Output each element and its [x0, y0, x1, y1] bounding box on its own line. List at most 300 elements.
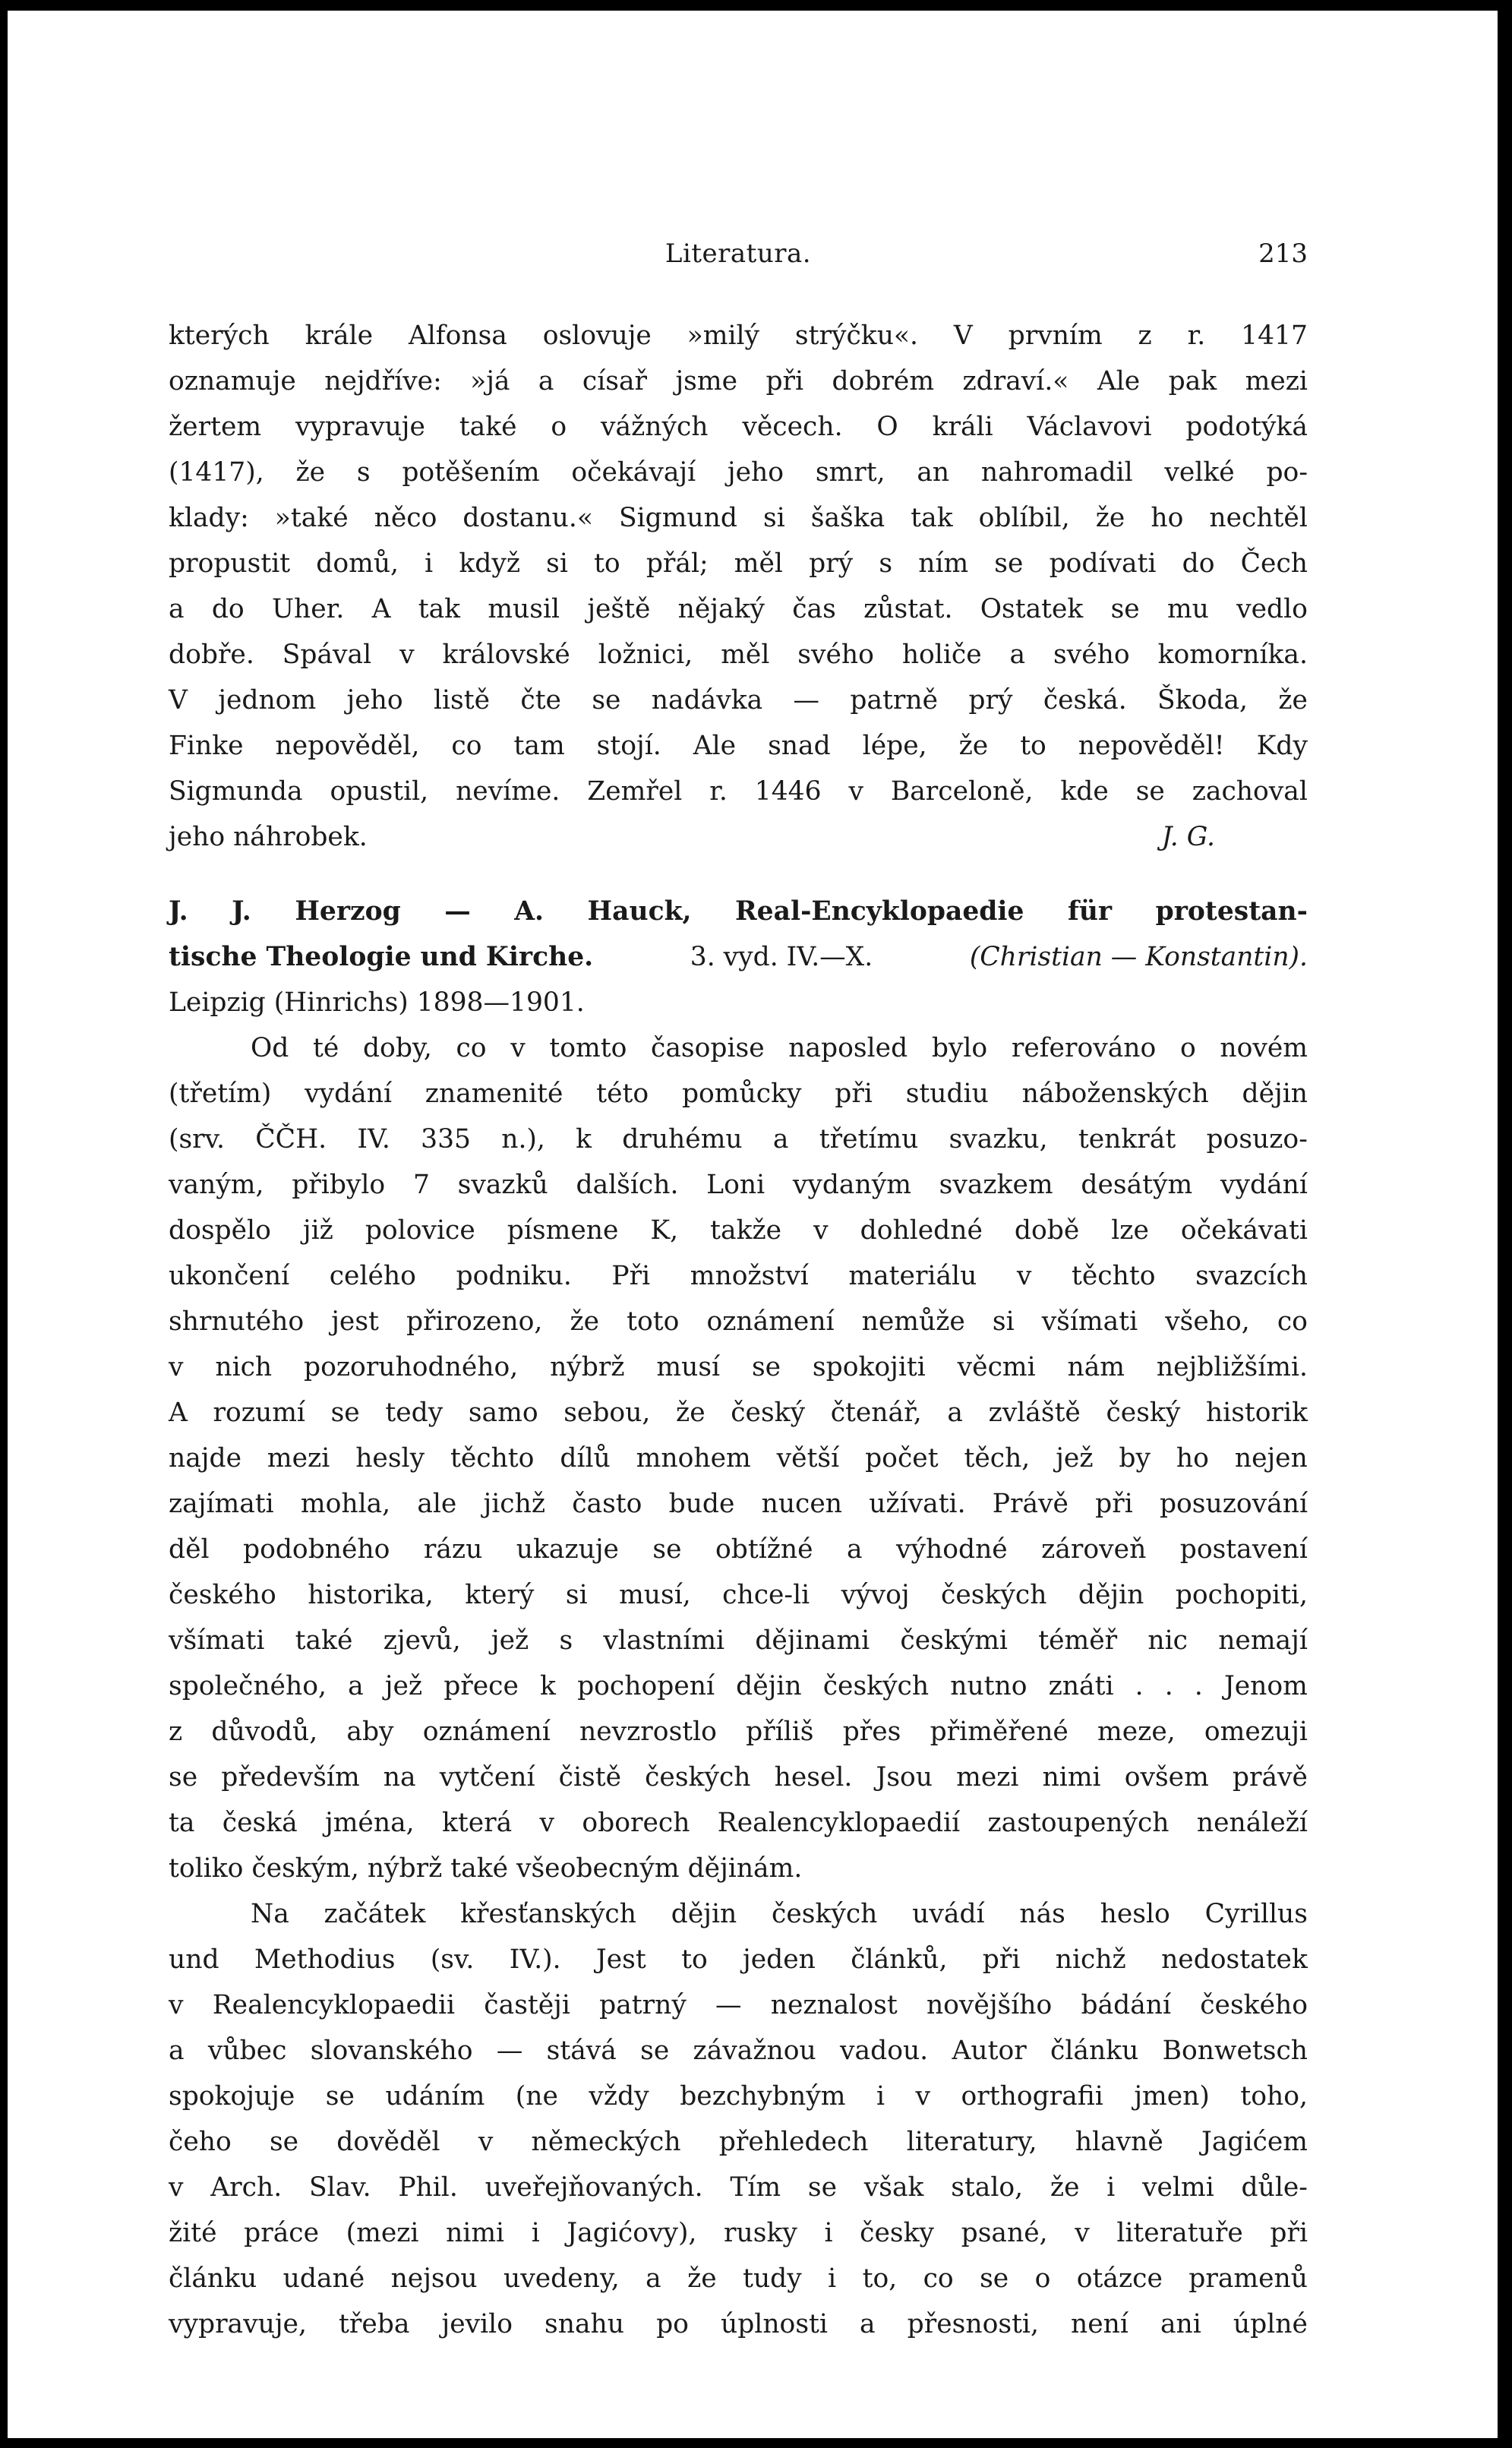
- heading-edition: 3. vyd. IV.—X.: [690, 942, 873, 972]
- word: patrně: [850, 685, 939, 715]
- word: a: [538, 366, 554, 396]
- word: čtenář,: [830, 1398, 922, 1428]
- word: přibylo: [292, 1170, 386, 1200]
- word: žité: [169, 2218, 217, 2248]
- word: klady:: [169, 503, 249, 533]
- word: Václavovi: [1027, 412, 1152, 442]
- word: že: [1050, 2172, 1080, 2203]
- word: dověděl: [336, 2127, 440, 2157]
- text-line: [169, 1527, 1308, 1572]
- word: spokojuje: [169, 2081, 295, 2112]
- word: co: [1277, 1306, 1308, 1337]
- word: se: [1135, 776, 1165, 807]
- text-line: [169, 1436, 1308, 1481]
- word: množství: [690, 1261, 809, 1291]
- word: se: [169, 1762, 198, 1793]
- word: nenáleží: [1196, 1808, 1308, 1838]
- word: an: [917, 457, 950, 488]
- word: ho: [1176, 1443, 1209, 1474]
- word: Na: [251, 1899, 289, 1929]
- text-line: [169, 1208, 1308, 1253]
- word: důle-: [1241, 2172, 1308, 2203]
- running-title: Literatura.: [664, 238, 812, 269]
- word: Phil.: [398, 2172, 458, 2203]
- word: českých: [941, 1580, 1047, 1610]
- word: smrt,: [815, 457, 885, 488]
- word: to: [1020, 731, 1046, 761]
- word: ním: [918, 548, 969, 579]
- word: dějin: [671, 1899, 737, 1929]
- word: rozumí: [213, 1398, 305, 1428]
- word: o: [1034, 2263, 1051, 2294]
- word: bádání: [1081, 1990, 1172, 2020]
- word: svazku,: [949, 1124, 1048, 1155]
- word: sebou,: [563, 1398, 651, 1428]
- word: slovanského: [310, 2036, 473, 2066]
- word: polovice: [365, 1215, 475, 1246]
- text-line-last: [169, 814, 1308, 860]
- word: však: [863, 2172, 924, 2203]
- word: i: [531, 2218, 540, 2248]
- text-line: [169, 1299, 1308, 1344]
- word: nimi: [1042, 1762, 1101, 1793]
- word: co: [923, 2263, 954, 2294]
- word: .: [1135, 1671, 1144, 1701]
- word: v: [1075, 2218, 1090, 2248]
- word: velmi: [1142, 2172, 1214, 2203]
- word: Ostatek: [980, 594, 1084, 624]
- text-line: [169, 723, 1308, 769]
- text-line: [169, 1253, 1308, 1299]
- word: se: [1110, 594, 1140, 624]
- word: prý: [968, 685, 1013, 715]
- word: měl: [721, 640, 770, 670]
- word: výhodné: [896, 1534, 1008, 1565]
- word: při: [835, 1079, 873, 1109]
- word: vlastními: [603, 1625, 725, 1656]
- word: písmene: [507, 1215, 619, 1246]
- word: se: [640, 2036, 670, 2066]
- word: Spával: [282, 640, 372, 670]
- word: čistě: [558, 1762, 621, 1793]
- word: tak: [911, 503, 953, 533]
- word: to: [594, 548, 620, 579]
- word: V: [953, 321, 973, 351]
- text-line: [169, 1709, 1308, 1755]
- word: shrnutého: [169, 1306, 305, 1337]
- word: nic: [1147, 1625, 1188, 1656]
- word: náboženských: [1021, 1079, 1209, 1109]
- text-line: [169, 2074, 1308, 2119]
- word: nich: [215, 1352, 273, 1382]
- word: dílů: [560, 1443, 611, 1474]
- word: heslo: [1100, 1899, 1170, 1929]
- review-2-paragraph-1: [169, 1025, 1308, 1891]
- word: užívati.: [869, 1489, 966, 1519]
- word: uvedeny,: [503, 2263, 620, 2294]
- word: IV.: [357, 1124, 390, 1155]
- word: mu: [1166, 594, 1209, 624]
- word: snahu: [545, 2309, 624, 2339]
- word: věcech.: [742, 412, 843, 442]
- word: pomůcky: [681, 1079, 802, 1109]
- word: větší: [776, 1443, 840, 1474]
- word: pochopiti,: [1175, 1580, 1308, 1610]
- word: oblíbil,: [978, 503, 1070, 533]
- word: vydání: [1220, 1170, 1308, 1200]
- word: Finke: [169, 731, 244, 761]
- word: oznamuje: [169, 366, 296, 396]
- word: —: [793, 685, 820, 715]
- word: již: [302, 1215, 333, 1246]
- word: Sigmund: [618, 503, 737, 533]
- word: musil: [488, 594, 560, 624]
- word: také: [295, 1625, 353, 1656]
- word: přirozeno,: [406, 1306, 543, 1337]
- word: J.: [169, 896, 188, 927]
- word: propustit: [169, 548, 291, 579]
- text-line: toliko českým, nýbrž také všeobecným dějinám.: [169, 1853, 803, 1884]
- word: česká: [222, 1808, 298, 1838]
- word: für: [1067, 896, 1113, 927]
- word: Methodius: [254, 1944, 396, 1975]
- word: český: [731, 1398, 806, 1428]
- word: se: [807, 2172, 837, 2203]
- word: dalších.: [576, 1170, 679, 1200]
- word: jsme: [675, 366, 738, 396]
- word: ho: [1151, 503, 1184, 533]
- word: králi: [932, 412, 993, 442]
- word: .: [1194, 1671, 1203, 1701]
- word: nejbližšími.: [1156, 1352, 1308, 1382]
- word: tak: [418, 594, 461, 624]
- word: vadou.: [840, 2036, 929, 2066]
- word: českého: [1200, 1990, 1308, 2020]
- word: ovšem: [1124, 1762, 1209, 1793]
- word: n.),: [501, 1124, 545, 1155]
- word: nás: [1019, 1899, 1065, 1929]
- word: holiče: [901, 640, 982, 670]
- word: nemůže: [861, 1306, 965, 1337]
- word: jež: [491, 1625, 529, 1656]
- word: nám: [1067, 1352, 1125, 1382]
- word: často: [572, 1489, 642, 1519]
- word: přesnosti,: [907, 2309, 1039, 2339]
- word: zastoupených: [987, 1808, 1170, 1838]
- word: lépe,: [862, 731, 927, 761]
- word: 7: [412, 1170, 430, 1200]
- word: i: [828, 2263, 837, 2294]
- word: Herzog: [295, 896, 401, 927]
- word: si: [565, 1580, 588, 1610]
- word: příliš: [746, 1717, 814, 1747]
- word: (třetím): [169, 1079, 272, 1109]
- word: českých: [772, 1899, 878, 1929]
- word: i: [425, 548, 434, 579]
- word: těchto: [450, 1443, 535, 1474]
- word: nichž: [1055, 1944, 1126, 1975]
- word: snad: [768, 731, 831, 761]
- word: při: [1095, 1489, 1133, 1519]
- word: jež: [1056, 1443, 1094, 1474]
- word: spokojiti: [812, 1352, 926, 1382]
- word: Tím: [730, 2172, 781, 2203]
- word: ani: [1160, 2309, 1201, 2339]
- word: mezi: [1245, 366, 1308, 396]
- word: přiměřené: [930, 1717, 1069, 1747]
- word: ukazuje: [516, 1534, 619, 1565]
- word: třetímu: [819, 1124, 919, 1155]
- word: že: [676, 1398, 705, 1428]
- word: křesťanských: [460, 1899, 636, 1929]
- word: nadávka: [651, 685, 763, 715]
- word: studiu: [905, 1079, 989, 1109]
- word: opustil,: [330, 776, 429, 807]
- text-line: [169, 1572, 1308, 1618]
- word: český: [1106, 1398, 1181, 1428]
- word: —: [496, 2036, 523, 2066]
- word: celého: [329, 1261, 416, 1291]
- text-line: [169, 2119, 1308, 2165]
- word: nevíme.: [456, 776, 560, 807]
- text-line: [169, 1663, 1308, 1709]
- text-line: [169, 1800, 1308, 1846]
- word: J.: [232, 896, 251, 927]
- word: článku: [1050, 2036, 1139, 2066]
- reviewer-signature: J. G.: [1161, 822, 1215, 852]
- word: oborech: [582, 1808, 690, 1838]
- word: do: [211, 594, 245, 624]
- word: ukončení: [169, 1261, 290, 1291]
- word: dějinami: [755, 1625, 870, 1656]
- word: ČČH.: [255, 1124, 327, 1155]
- word: císař: [582, 366, 648, 396]
- word: v: [813, 1215, 829, 1246]
- word: k: [540, 1671, 556, 1701]
- word: vývoj: [841, 1580, 910, 1610]
- word: zvláště: [988, 1398, 1081, 1428]
- text-line: [169, 1937, 1308, 1982]
- word: svazků: [457, 1170, 548, 1200]
- word: stojí.: [596, 731, 661, 761]
- word: r.: [1187, 321, 1206, 351]
- word: orthografii: [961, 2081, 1103, 2112]
- word: v: [510, 1033, 526, 1063]
- word: kde: [1060, 776, 1109, 807]
- word: .: [1164, 1671, 1173, 1701]
- word: jest: [331, 1306, 379, 1337]
- word: aby: [346, 1717, 394, 1747]
- word: kterých: [169, 321, 270, 351]
- word: potěšením: [402, 457, 540, 488]
- word: té: [313, 1033, 339, 1063]
- word: co: [451, 731, 482, 761]
- word: třeba: [339, 2309, 410, 2339]
- word: nechtěl: [1209, 503, 1308, 533]
- word: hesly: [355, 1443, 425, 1474]
- word: oznámení: [422, 1717, 551, 1747]
- word: Od: [251, 1033, 289, 1063]
- word: a: [169, 2036, 185, 2066]
- word: přes: [842, 1717, 901, 1747]
- word: Ale: [1097, 366, 1141, 396]
- word: při: [982, 1944, 1021, 1975]
- word: všímati: [169, 1625, 265, 1656]
- word: že: [1095, 503, 1125, 533]
- word: Realencyklopaedií: [717, 1808, 961, 1838]
- word: novém: [1220, 1033, 1308, 1063]
- word: čte: [520, 685, 561, 715]
- text-line: [169, 1618, 1308, 1663]
- word: v: [1016, 1261, 1032, 1291]
- section-gap: [169, 860, 1308, 889]
- word: zároveň: [1041, 1534, 1147, 1565]
- word: vypravuje: [295, 412, 425, 442]
- word: v: [399, 640, 415, 670]
- word: postavení: [1179, 1534, 1308, 1565]
- word: Slav.: [308, 2172, 371, 2203]
- word: A.: [514, 896, 545, 927]
- word: jeden: [743, 1944, 816, 1975]
- word: Real-Encyklopaedie: [735, 896, 1024, 927]
- word: a: [348, 1671, 364, 1701]
- word: článku: [169, 2263, 257, 2294]
- word: která: [441, 1808, 513, 1838]
- word: zajímati: [169, 1489, 274, 1519]
- word: uveřejňovaných.: [485, 2172, 703, 2203]
- word: otázce: [1076, 2263, 1163, 2294]
- word: Jagićovy),: [567, 2218, 697, 2248]
- review-2-paragraph-2: [169, 1891, 1308, 2347]
- word: přece: [443, 1671, 519, 1701]
- word: zůstat.: [863, 594, 953, 624]
- text-line: [169, 495, 1308, 541]
- word: vedlo: [1236, 594, 1308, 624]
- word: se: [325, 2081, 355, 2112]
- word: nimi: [446, 2218, 505, 2248]
- word: v: [478, 2127, 494, 2157]
- text-block: [169, 313, 1308, 2347]
- word: dohledné: [860, 1215, 983, 1246]
- word: vůbec: [207, 2036, 287, 2066]
- word: strýčku«.: [794, 321, 918, 351]
- word: dějin: [1078, 1580, 1144, 1610]
- word: nepověděl!: [1078, 731, 1225, 761]
- word: tenkrát: [1078, 1124, 1176, 1155]
- word: Čech: [1240, 548, 1308, 579]
- word: se: [751, 1352, 781, 1382]
- word: protestan-: [1155, 896, 1308, 927]
- word: čeho: [169, 2127, 232, 2157]
- heading-imprint: Leipzig (Hinrichs) 1898—1901.: [169, 987, 585, 1018]
- word: literatuře: [1116, 2218, 1243, 2248]
- text-line: [169, 541, 1308, 586]
- word: psané,: [961, 2218, 1048, 2248]
- word: bylo: [931, 1033, 988, 1063]
- word: po: [656, 2309, 689, 2339]
- word: ta: [169, 1808, 195, 1838]
- word: materiálu: [848, 1261, 977, 1291]
- page-number: 213: [1258, 238, 1308, 269]
- word: něco: [374, 503, 437, 533]
- word: českého: [169, 1580, 276, 1610]
- word: neznalost: [770, 1990, 898, 2020]
- word: se: [994, 548, 1024, 579]
- word: děl: [169, 1534, 210, 1565]
- word: který: [465, 1580, 535, 1610]
- word: to,: [862, 2263, 898, 2294]
- word: nepověděl,: [275, 731, 420, 761]
- word: A: [169, 1398, 188, 1428]
- word: ještě: [587, 594, 651, 624]
- word: přál;: [646, 548, 709, 579]
- word: všímati: [1041, 1306, 1138, 1337]
- word: při: [765, 366, 804, 396]
- word: dějin: [736, 1671, 802, 1701]
- word: přehledech: [718, 2127, 869, 2157]
- word: vážných: [601, 412, 709, 442]
- word: počet: [865, 1443, 939, 1474]
- word: Zemřel: [587, 776, 683, 807]
- word: Škoda,: [1157, 685, 1248, 715]
- word: se: [592, 685, 621, 715]
- word: nejdříve:: [324, 366, 442, 396]
- word: (mezi: [346, 2218, 419, 2248]
- word: Autor: [952, 2036, 1027, 2066]
- word: i: [1106, 2172, 1116, 2203]
- word: omezuji: [1204, 1717, 1308, 1747]
- word: si: [992, 1306, 1015, 1337]
- word: že: [1278, 685, 1308, 715]
- text-line: [169, 450, 1308, 495]
- text-line: [169, 1071, 1308, 1117]
- word: vydání: [305, 1079, 392, 1109]
- word: komorníka.: [1157, 640, 1308, 670]
- text-line: [169, 1344, 1308, 1390]
- word: se: [652, 1534, 682, 1565]
- word: při: [1270, 2218, 1308, 2248]
- word: Kdy: [1256, 731, 1308, 761]
- word: patrný: [599, 1990, 687, 2020]
- word: dospělo: [169, 1215, 271, 1246]
- word: také: [459, 412, 517, 442]
- word: toho,: [1240, 2081, 1308, 2112]
- word: úplnosti: [721, 2309, 828, 2339]
- word: Jagićem: [1201, 2127, 1308, 2157]
- word: královské: [442, 640, 570, 670]
- word: stalo,: [951, 2172, 1024, 2203]
- word: Alfonsa: [408, 321, 507, 351]
- word: pramenů: [1188, 2263, 1308, 2294]
- word: hlavně: [1075, 2127, 1163, 2157]
- word: česká.: [1043, 685, 1127, 715]
- word: a: [847, 1534, 863, 1565]
- word: česky: [860, 2218, 934, 2248]
- word: jmen): [1134, 2081, 1210, 2112]
- word: jevilo: [441, 2309, 513, 2339]
- word: najde: [169, 1443, 241, 1474]
- word: jichž: [483, 1489, 545, 1519]
- word: téměř: [1038, 1625, 1118, 1656]
- word: Barceloně,: [890, 776, 1034, 807]
- word: podniku.: [456, 1261, 572, 1291]
- text-line: [169, 1162, 1308, 1208]
- word: když: [459, 548, 521, 579]
- word: samo: [468, 1398, 538, 1428]
- word: pak: [1168, 366, 1217, 396]
- word: Arch.: [210, 2172, 283, 2203]
- word: jména,: [325, 1808, 415, 1838]
